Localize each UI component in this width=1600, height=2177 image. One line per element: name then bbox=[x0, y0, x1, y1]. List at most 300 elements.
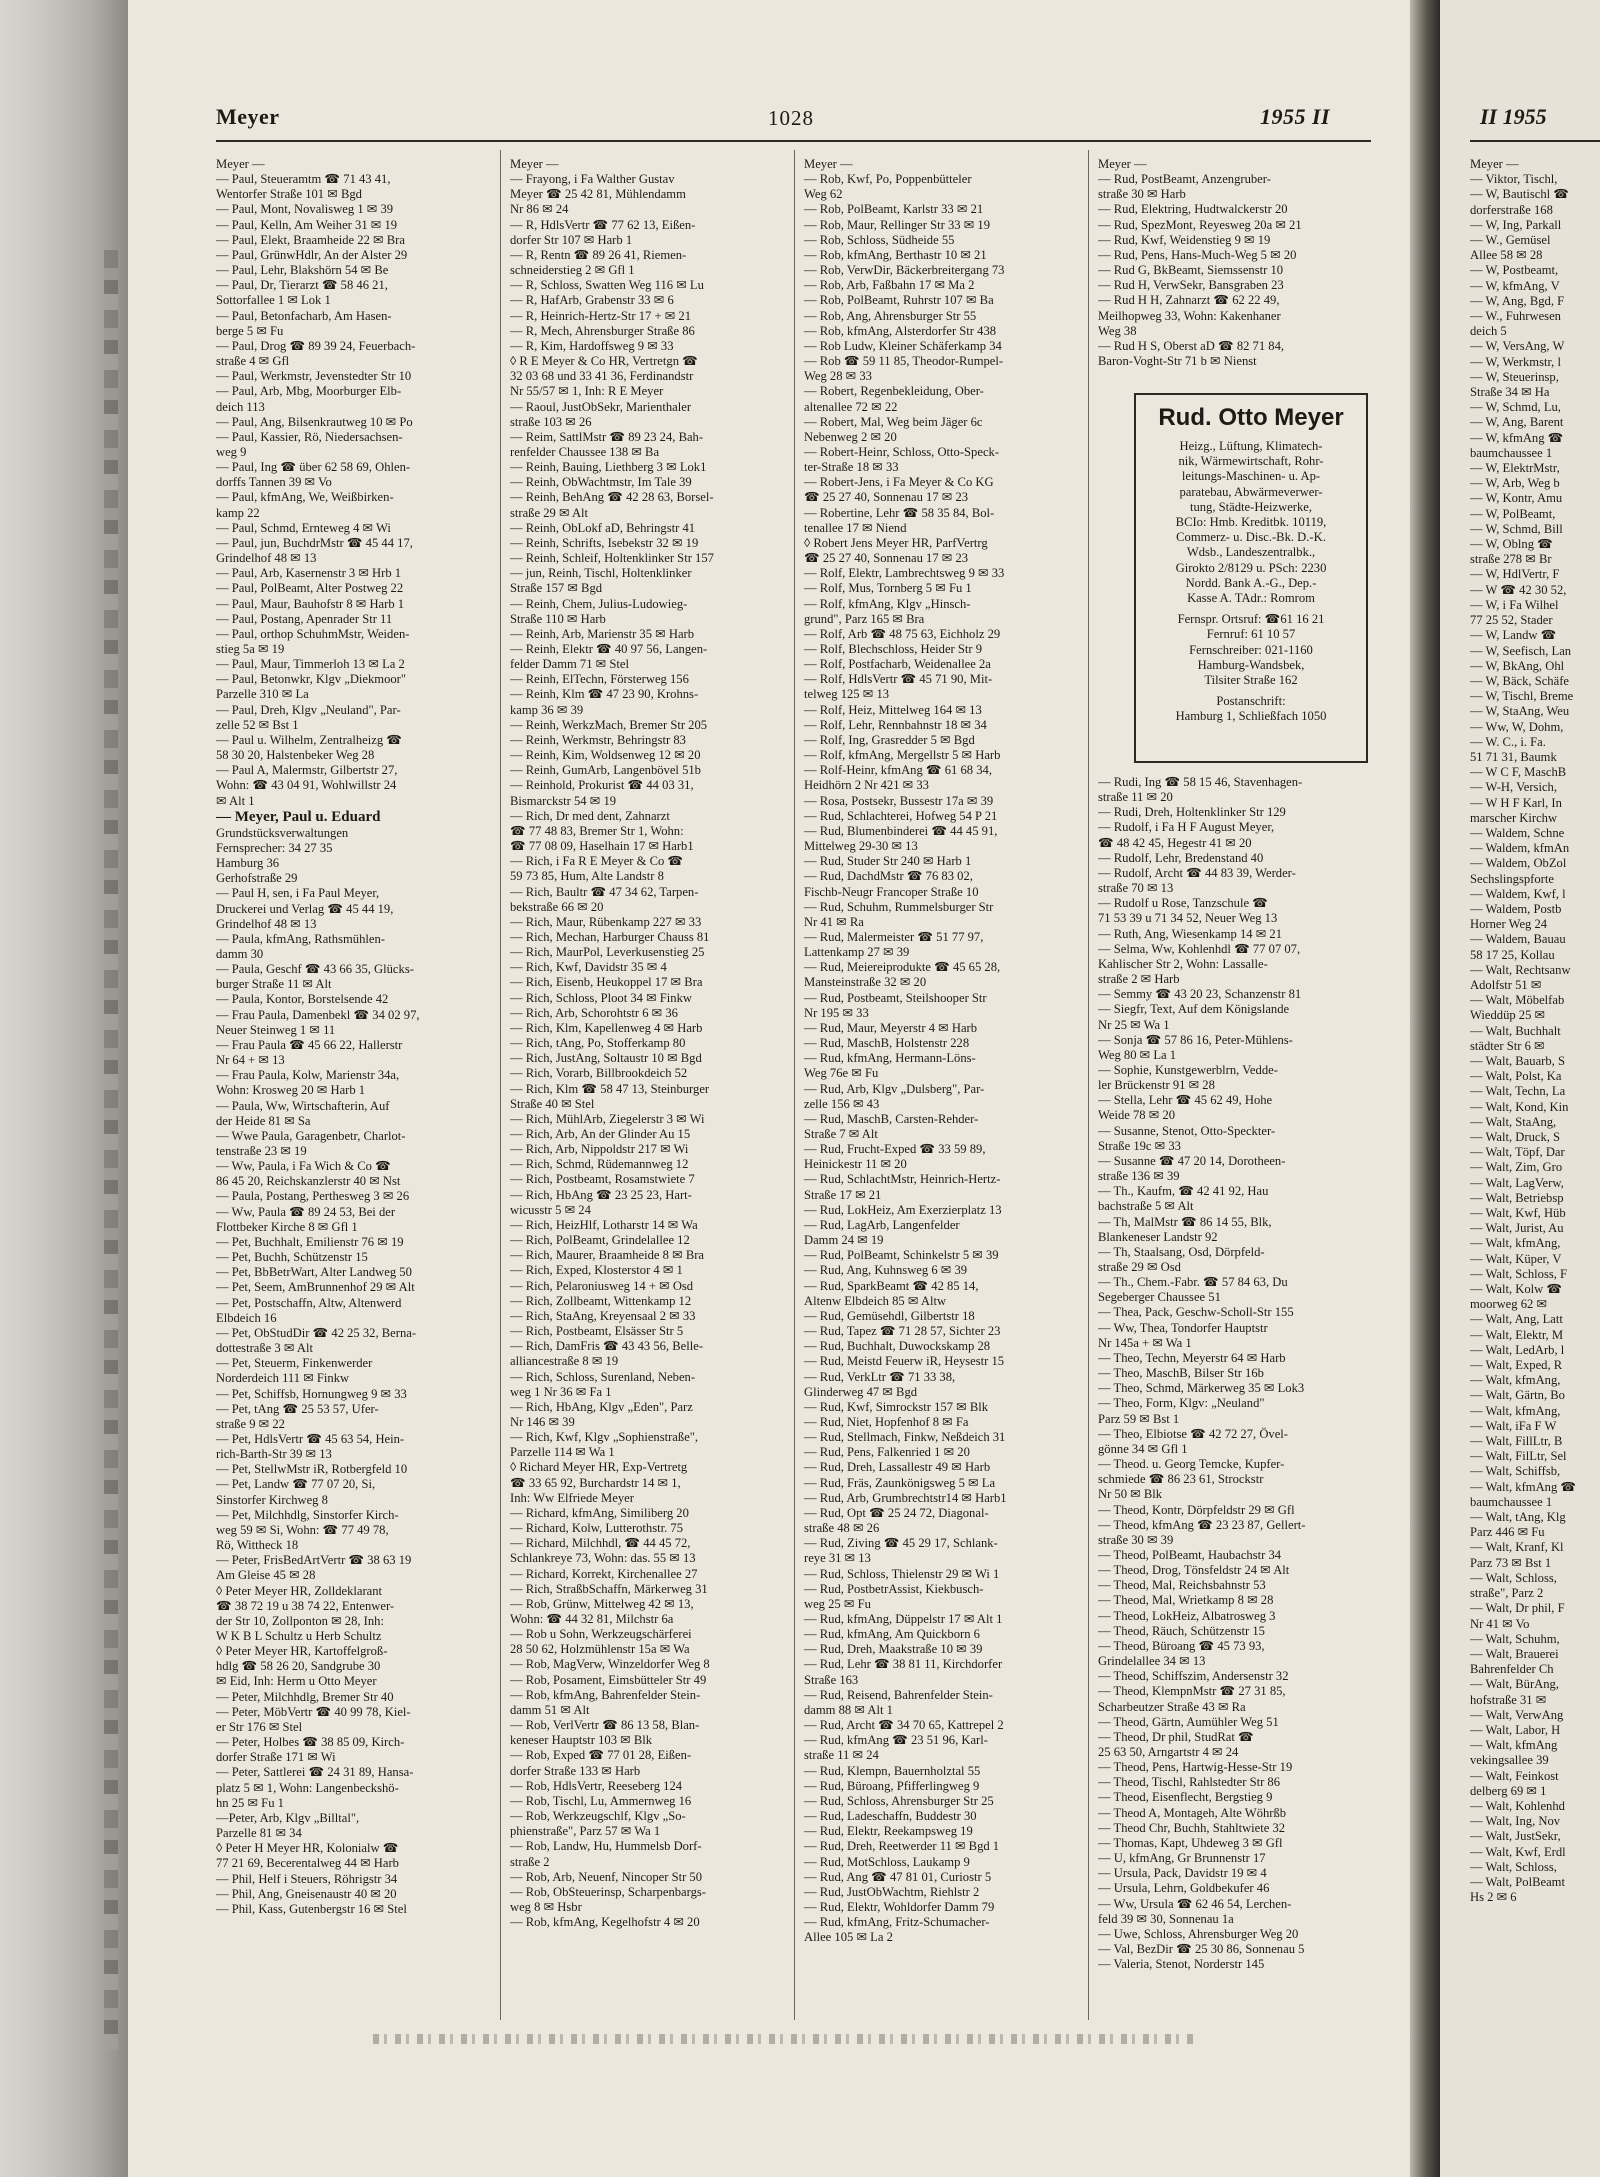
directory-entry: Meyer — bbox=[510, 157, 559, 171]
ad-contact bbox=[1146, 612, 1356, 688]
directory-entry: — Paul, PolBeamt, Alter Postweg 22 bbox=[216, 581, 404, 596]
directory-entry: rich-Barth-Str 39 ✉ 13 bbox=[216, 1447, 332, 1462]
directory-entry: — Theod, Büroang ☎ 45 73 93, bbox=[1098, 1638, 1265, 1653]
directory-entry: — Walt, tAng, Klg bbox=[1470, 1510, 1566, 1525]
directory-entry: — Paul, jun, BuchdrMstr ☎ 45 44 17, bbox=[216, 535, 413, 550]
directory-entry: 51 71 31, Baumk bbox=[1470, 749, 1557, 764]
directory-entry: — Rich, Eisenb, Heukoppel 17 ✉ Bra bbox=[510, 975, 703, 990]
directory-entry: — Valeria, Stenot, Norderstr 145 bbox=[1098, 1957, 1265, 1972]
directory-entry: Straße 7 ✉ Alt bbox=[804, 1127, 878, 1141]
directory-entry: Allee 58 ✉ 28 bbox=[1470, 248, 1543, 263]
directory-entry: — Walt, Elektr, M bbox=[1470, 1327, 1564, 1342]
directory-entry: straße 103 ✉ 26 bbox=[510, 414, 592, 429]
directory-entry: — Pet, Schiffsb, Hornungweg 9 ✉ 33 bbox=[216, 1386, 407, 1401]
directory-entry: — Rich, Vorarb, Billbrookdeich 52 bbox=[510, 1066, 688, 1081]
directory-entry: moorweg 62 ✉ bbox=[1470, 1297, 1548, 1312]
directory-entry: — Th, Staalsang, Osd, Dörpfeld- bbox=[1098, 1244, 1265, 1259]
directory-entry: Grindelallee 34 ✉ 13 bbox=[1098, 1654, 1206, 1669]
directory-entry: 86 45 20, Reichskanzlerstr 40 ✉ Nst bbox=[216, 1174, 401, 1189]
directory-entry: — Robert, Mal, Weg beim Jäger 6c bbox=[804, 414, 983, 429]
directory-entry: — Rud, Stellmach, Finkw, Neßdeich 31 bbox=[804, 1430, 1006, 1445]
directory-entry: — Walt, Gärtn, Bo bbox=[1470, 1388, 1565, 1403]
directory-entry: — Paul, Ang, Bilsenkrautweg 10 ✉ Po bbox=[216, 414, 413, 429]
directory-entry: straße 29 ✉ Alt bbox=[510, 505, 589, 520]
directory-entry: hn 25 ✉ Fu 1 bbox=[216, 1795, 284, 1810]
directory-entry: — Theod, Mal, Wrietkamp 8 ✉ 28 bbox=[1098, 1593, 1274, 1608]
directory-entry: — Paul, Kelln, Am Weiher 31 ✉ 19 bbox=[216, 217, 398, 232]
directory-entry: — Rich, HeizHlf, Lotharstr 14 ✉ Wa bbox=[510, 1217, 698, 1232]
directory-entry: — Rud, SparkBeamt ☎ 42 85 14, bbox=[804, 1278, 979, 1293]
directory-entry: — Rud, Schloss, Ahrensburger Str 25 bbox=[804, 1793, 994, 1808]
directory-entry: — Rud, kfmAng, Am Quickborn 6 bbox=[804, 1627, 980, 1642]
directory-entry: — Rob, Arb, Faßbahn 17 ✉ Ma 2 bbox=[804, 278, 975, 293]
directory-entry: — Rud, kfmAng ☎ 23 51 96, Karl- bbox=[804, 1733, 988, 1748]
directory-entry: — Walt, Kranf, Kl bbox=[1470, 1540, 1564, 1555]
directory-entry: — Sonja ☎ 57 86 16, Peter-Mühlens- bbox=[1098, 1032, 1293, 1047]
directory-entry: dorffs Tannen 39 ✉ Vo bbox=[216, 475, 332, 490]
directory-entry: — Rich, Pelaroniusweg 14 + ✉ Osd bbox=[510, 1278, 694, 1293]
column-divider bbox=[1088, 150, 1089, 2020]
directory-entry: — Paul, Arb, Mbg, Moorburger Elb- bbox=[216, 384, 402, 399]
directory-entry: — Robert-Jens, i Fa Meyer & Co KG bbox=[804, 475, 994, 490]
ad-line: Fernschreiber: 021-1160 bbox=[1189, 642, 1313, 657]
directory-entry: — Peter, Holbes ☎ 38 85 09, Kirch- bbox=[216, 1735, 405, 1750]
directory-entry: — Th, MalMstr ☎ 86 14 55, Blk, bbox=[1098, 1214, 1272, 1229]
directory-entry: — W, Ing, Parkall bbox=[1470, 217, 1562, 232]
directory-entry: — Rob u Sohn, Werkzeugschärferei bbox=[510, 1627, 692, 1642]
directory-entry: ✉ Eid, Inh: Herm u Otto Meyer bbox=[216, 1674, 377, 1689]
directory-entry: — Rud, Ziving ☎ 45 29 17, Schlank- bbox=[804, 1536, 998, 1551]
directory-entry: — Rud, Dreh, Reetwerder 11 ✉ Bgd 1 bbox=[804, 1839, 1000, 1854]
directory-entry: dorfer Straße 171 ✉ Wi bbox=[216, 1750, 336, 1765]
directory-entry: — W, i Fa Wilhel bbox=[1470, 597, 1559, 612]
directory-entry: — Rich, Schloss, Ploot 34 ✉ Finkw bbox=[510, 990, 692, 1005]
directory-entry: — Paul H, sen, i Fa Paul Meyer, bbox=[216, 886, 380, 901]
directory-entry: — Rob, VerlVertr ☎ 86 13 58, Blan- bbox=[510, 1718, 700, 1733]
print-noise bbox=[373, 2034, 1193, 2044]
directory-entry: Elbdeich 16 bbox=[216, 1310, 277, 1325]
directory-entry: — Rich, Postbeamt, Elsässer Str 5 bbox=[510, 1324, 684, 1339]
directory-entry: Nr 41 ✉ Ra bbox=[804, 914, 864, 929]
directory-entry: — jun, Reinh, Tischl, Holtenklinker bbox=[510, 566, 692, 581]
directory-entry: — Phil, Kass, Gutenbergstr 16 ✉ Stel bbox=[216, 1901, 407, 1916]
directory-entry: Mittelweg 29-30 ✉ 13 bbox=[804, 839, 918, 854]
directory-entry: — Ruth, Ang, Wiesenkamp 14 ✉ 21 bbox=[1098, 926, 1283, 941]
directory-entry: — Richard, kfmAng, Similiberg 20 bbox=[510, 1505, 689, 1520]
directory-entry: felder Damm 71 ✉ Stel bbox=[510, 657, 629, 672]
directory-entry: alliancestraße 8 ✉ 19 bbox=[510, 1354, 619, 1369]
directory-entry: — Waldem, kfmAn bbox=[1470, 841, 1570, 856]
directory-entry: — Theod, Räuch, Schützenstr 15 bbox=[1098, 1623, 1265, 1638]
directory-entry: Bahrenfelder Ch bbox=[1470, 1662, 1554, 1677]
directory-entry: — Rich, i Fa R E Meyer & Co ☎ bbox=[510, 854, 684, 869]
directory-entry: Scharbeutzer Straße 43 ✉ Ra bbox=[1098, 1699, 1246, 1714]
directory-entry: Heinickestr 11 ✉ 20 bbox=[804, 1157, 907, 1172]
directory-entry: — Rich, Arb, Schorohtstr 6 ✉ 36 bbox=[510, 1005, 678, 1020]
directory-entry: — Rud, Schloss, Thielenstr 29 ✉ Wi 1 bbox=[804, 1566, 1000, 1581]
directory-entry: — Pet, Buchh, Schützenstr 15 bbox=[216, 1250, 368, 1265]
directory-entry: — W, HdlVertr, F bbox=[1470, 567, 1560, 582]
directory-entry: — Paul, Betonfacharb, Am Hasen- bbox=[216, 308, 392, 323]
directory-entry: — Rud, Elektr, Reekampsweg 19 bbox=[804, 1824, 973, 1839]
directory-entry: — Frau Paula, Damenbekl ☎ 34 02 97, bbox=[216, 1007, 420, 1022]
directory-entry: — Rud, VerkLtr ☎ 71 33 38, bbox=[804, 1369, 956, 1384]
directory-entry: weg 8 ✉ Hsbr bbox=[510, 1899, 582, 1914]
directory-entry: — Pet, Postschaffn, Altw, Altenwerd bbox=[216, 1295, 402, 1310]
directory-entry: — Ww, W, Dohm, bbox=[1470, 719, 1564, 734]
directory-entry: grund", Parz 165 ✉ Bra bbox=[804, 611, 925, 626]
directory-entry: — Rich, Maur, Rübenkamp 227 ✉ 33 bbox=[510, 914, 702, 929]
directory-entry: Schlankreye 73, Wohn: das. 55 ✉ 13 bbox=[510, 1551, 696, 1566]
directory-entry: weg 9 bbox=[216, 444, 247, 459]
directory-entry: damm 30 bbox=[216, 946, 264, 961]
directory-entry: Nr 55/57 ✉ 1, Inh: R E Meyer bbox=[510, 384, 664, 399]
directory-entry: — Rud, Tapez ☎ 71 28 57, Sichter 23 bbox=[804, 1324, 1001, 1339]
ad-line: Kasse A. TAdr.: Romrom bbox=[1187, 591, 1315, 606]
directory-entry: — Rudi, Ing ☎ 58 15 46, Stavenhagen- bbox=[1098, 775, 1303, 789]
facing-page-column bbox=[1470, 157, 1600, 1917]
ad-line: Girokto 2/8129 u. PSch: 2230 bbox=[1175, 560, 1327, 575]
directory-entry: straße 70 ✉ 13 bbox=[1098, 881, 1174, 896]
directory-entry: — Rud, Studer Str 240 ✉ Harb 1 bbox=[804, 854, 972, 869]
directory-entry: tenallee 17 ✉ Niend bbox=[804, 520, 907, 535]
directory-entry: — Ursula, Lehrn, Goldbekufer 46 bbox=[1098, 1881, 1270, 1896]
directory-entry: kamp 36 ✉ 39 bbox=[510, 702, 584, 717]
directory-entry: — Rud, Postbeamt, Steilshooper Str bbox=[804, 990, 987, 1005]
directory-entry: — Paula, Postang, Perthesweg 3 ✉ 26 bbox=[216, 1189, 410, 1204]
directory-entry: ☎ 33 65 92, Burchardstr 14 ✉ 1, bbox=[510, 1475, 681, 1490]
directory-entry: — W, Bäck, Schäfe bbox=[1470, 673, 1569, 688]
directory-entry: — Rudi, Dreh, Holtenklinker Str 129 bbox=[1098, 805, 1286, 820]
directory-entry: telweg 125 ✉ 13 bbox=[804, 687, 890, 702]
directory-entry: — Rob, Ang, Ahrensburger Str 55 bbox=[804, 308, 977, 323]
directory-entry: — Siegfr, Text, Auf dem Königslande bbox=[1098, 1002, 1290, 1017]
directory-entry: — Rud, Buchhalt, Duwockskamp 28 bbox=[804, 1339, 991, 1354]
directory-entry: — Theod, LokHeiz, Albatrosweg 3 bbox=[1098, 1608, 1276, 1623]
directory-entry: — Reinh, Elektr ☎ 40 97 56, Langen- bbox=[510, 642, 708, 656]
directory-entry: — Rich, Schloss, Surenland, Neben- bbox=[510, 1369, 696, 1384]
directory-entry: — W, BkAng, Ohl bbox=[1470, 658, 1565, 673]
directory-entry: — Pet, Seem, AmBrunnenhof 29 ✉ Alt bbox=[216, 1280, 415, 1295]
directory-entry: — Walt, Buchhalt bbox=[1470, 1023, 1561, 1038]
directory-entry: — Wwe Paula, Garagenbetr, Charlot- bbox=[216, 1128, 406, 1143]
directory-entry: Weg 76e ✉ Fu bbox=[804, 1066, 879, 1081]
directory-entry: — Paul, Arb, Kasernenstr 3 ✉ Hrb 1 bbox=[216, 566, 402, 581]
directory-entry: 59 73 85, Hum, Alte Landstr 8 bbox=[510, 869, 664, 884]
directory-entry: — Peter, MöbVertr ☎ 40 99 78, Kiel- bbox=[216, 1704, 411, 1719]
directory-entry: — Paul A, Malermstr, Gilbertstr 27, bbox=[216, 763, 398, 778]
directory-entry: Sechslingspforte bbox=[1470, 871, 1554, 886]
directory-entry: — Sophie, Kunstgewerblrn, Vedde- bbox=[1098, 1062, 1278, 1077]
directory-entry: ler Brückenstr 91 ✉ 28 bbox=[1098, 1078, 1215, 1093]
directory-entry: — Rob, kfmAng, Bahrenfelder Stein- bbox=[510, 1687, 701, 1702]
directory-entry: — Rich, MühlArb, Ziegelerstr 3 ✉ Wi bbox=[510, 1111, 705, 1126]
directory-entry: — Rich, Postbeamt, Rosamstwiete 7 bbox=[510, 1172, 695, 1187]
directory-entry: — W, Schmd, Bill bbox=[1470, 521, 1563, 536]
directory-entry: — Rud, Klempn, Bauernholztal 55 bbox=[804, 1763, 981, 1778]
directory-entry: — Rich, Klm ☎ 58 47 13, Steinburger bbox=[510, 1081, 710, 1096]
directory-entry: — Rud, SpezMont, Reyesweg 20a ✉ 21 bbox=[1098, 217, 1302, 232]
directory-entry: — Richard, Kolw, Lutterothstr. 75 bbox=[510, 1521, 684, 1536]
ad-line: Postanschrift: bbox=[1216, 694, 1286, 709]
directory-entry: — Walt, Ing, Nov bbox=[1470, 1814, 1561, 1829]
ad-line: Hamburg 1, Schließfach 1050 bbox=[1175, 709, 1327, 724]
directory-entry: renfelder Chaussee 138 ✉ Ba bbox=[510, 444, 660, 459]
directory-entry: Weg 80 ✉ La 1 bbox=[1098, 1047, 1177, 1062]
directory-entry: — Richard, Korrekt, Kirchenallee 27 bbox=[510, 1566, 698, 1581]
directory-entry: — Rob, PolBeamt, Ruhrstr 107 ✉ Ba bbox=[804, 293, 994, 308]
directory-entry: delberg 69 ✉ 1 bbox=[1470, 1783, 1547, 1798]
directory-entry: — Rich, Exped, Klosterstor 4 ✉ 1 bbox=[510, 1263, 683, 1278]
column-divider bbox=[500, 150, 501, 2020]
directory-entry: — Waldem, Kwf, l bbox=[1470, 886, 1566, 901]
directory-entry: — Theod, KlempnMstr ☎ 27 31 85, bbox=[1098, 1684, 1286, 1699]
directory-entry: — R, Rentn ☎ 89 26 41, Riemen- bbox=[510, 247, 687, 262]
directory-entry: straße 2 bbox=[510, 1854, 550, 1869]
directory-entry: — Pet, HdlsVertr ☎ 45 63 54, Hein- bbox=[216, 1431, 405, 1446]
directory-entry: Meyer — bbox=[1470, 157, 1519, 171]
column-4-bottom bbox=[1098, 775, 1376, 2075]
directory-entry: straße 29 ✉ Osd bbox=[1098, 1260, 1181, 1274]
directory-entry: Nr 50 ✉ Blk bbox=[1098, 1487, 1163, 1502]
directory-entry: — Theo, Elbiotse ☎ 42 72 27, Övel- bbox=[1098, 1426, 1288, 1441]
directory-entry: — Rob, kfmAng, Kegelhofstr 4 ✉ 20 bbox=[510, 1915, 700, 1930]
directory-entry: gönne 34 ✉ Gfl 1 bbox=[1098, 1441, 1188, 1456]
directory-entry: — Walt, Kolw ☎ bbox=[1470, 1282, 1563, 1297]
directory-entry: — Theo, Techn, Meyerstr 64 ✉ Harb bbox=[1098, 1350, 1286, 1365]
directory-entry: — Walt, StaAng, bbox=[1470, 1114, 1557, 1129]
directory-entry: zelle 52 ✉ Bst 1 bbox=[216, 717, 299, 732]
directory-entry: — Susanne, Stenot, Otto-Speckter- bbox=[1098, 1123, 1276, 1138]
directory-entry: Glinderweg 47 ✉ Bgd bbox=[804, 1384, 918, 1399]
directory-entry: — Paul, Maur, Bauhofstr 8 ✉ Harb 1 bbox=[216, 596, 405, 611]
directory-entry: 58 30 20, Halstenbeker Weg 28 bbox=[216, 748, 375, 763]
directory-entry: — W, PolBeamt, bbox=[1470, 506, 1556, 521]
directory-entry: — Ursula, Pack, Davidstr 19 ✉ 4 bbox=[1098, 1866, 1267, 1881]
column-3 bbox=[804, 157, 1082, 2077]
directory-entry: — Rudolf u Rose, Tanzschule ☎ bbox=[1098, 896, 1268, 911]
directory-entry: — Rob ☎ 59 11 85, Theodor-Rumpel- bbox=[804, 354, 1004, 369]
directory-entry: — Rich, Klm, Kapellenweg 4 ✉ Harb bbox=[510, 1020, 703, 1035]
directory-entry: — Rolf, Mus, Tornberg 5 ✉ Fu 1 bbox=[804, 581, 972, 596]
directory-entry: — Susanne ☎ 47 20 14, Dorotheen- bbox=[1098, 1153, 1286, 1168]
directory-entry: — Rud, JustObWachtm, Riehlstr 2 bbox=[804, 1884, 980, 1899]
directory-entry: Adolfstr 51 ✉ bbox=[1470, 977, 1542, 992]
directory-entry: — Rud, Pens, Hans-Much-Weg 5 ✉ 20 bbox=[1098, 247, 1297, 262]
directory-entry: Altenw Elbdeich 85 ✉ Altw bbox=[804, 1293, 947, 1308]
directory-entry: — Rich, PolBeamt, Grindelallee 12 bbox=[510, 1233, 690, 1248]
directory-entry: — Th., Chem.-Fabr. ☎ 57 84 63, Du bbox=[1098, 1275, 1288, 1290]
directory-entry: deich 5 bbox=[1470, 324, 1507, 339]
directory-entry: — Walt, Dr phil, F bbox=[1470, 1601, 1565, 1616]
directory-entry: — Walt, Kwf, Hüb bbox=[1470, 1206, 1566, 1221]
directory-entry: — Rud H S, Oberst aD ☎ 82 71 84, bbox=[1098, 338, 1285, 353]
directory-entry: — Rud, DachdMstr ☎ 76 83 02, bbox=[804, 869, 973, 884]
ad-postal bbox=[1146, 694, 1356, 724]
directory-entry: — Walt, Schloss, F bbox=[1470, 1266, 1568, 1281]
directory-entry: platz 5 ✉ 1, Wohn: Langenbeckshö- bbox=[216, 1780, 399, 1795]
directory-entry: dorfer Str 107 ✉ Harb 1 bbox=[510, 232, 633, 247]
directory-entry: — Rob Ludw, Kleiner Schäferkamp 34 bbox=[804, 338, 1002, 353]
directory-entry: baumchaussee 1 bbox=[1470, 1494, 1553, 1509]
directory-entry: — Rud, LokHeiz, Am Exerzierplatz 13 bbox=[804, 1202, 1002, 1217]
directory-entry: — Rob, Werkzeugschlf, Klgv „So- bbox=[510, 1809, 686, 1824]
directory-entry: berge 5 ✉ Fu bbox=[216, 323, 284, 338]
directory-entry: — Walt, Kwf, Erdl bbox=[1470, 1844, 1566, 1859]
directory-entry: — Thomas, Kapt, Uhdeweg 3 ✉ Gfl bbox=[1098, 1835, 1283, 1850]
directory-entry: — Rud, PolBeamt, Schinkelstr 5 ✉ 39 bbox=[804, 1248, 999, 1263]
directory-entry: — Rob, Arb, Neuenf, Nincoper Str 50 bbox=[510, 1869, 703, 1884]
directory-entry: straße 4 ✉ Gfl bbox=[216, 354, 290, 369]
directory-entry: Damm 24 ✉ 19 bbox=[804, 1233, 884, 1248]
directory-entry: — Walt, iFa F W bbox=[1470, 1418, 1557, 1433]
directory-entry: feld 39 ✉ 30, Sonnenau 1a bbox=[1098, 1911, 1234, 1926]
directory-entry: tenstraße 23 ✉ 19 bbox=[216, 1144, 307, 1158]
directory-entry: vekingsallee 39 bbox=[1470, 1753, 1549, 1768]
directory-entry: — Rich, JustAng, Soltaustr 10 ✉ Bgd bbox=[510, 1051, 702, 1066]
directory-entry: Mansteinstraße 32 ✉ 20 bbox=[804, 975, 927, 990]
directory-entry: — Rud, SchlachtMstr, Heinrich-Hertz- bbox=[804, 1172, 1001, 1187]
directory-entry: — Walt, Küper, V bbox=[1470, 1251, 1562, 1266]
directory-entry: — Reinh, Bauing, Liethberg 3 ✉ Lok1 bbox=[510, 460, 707, 475]
directory-entry: — Rud, Kwf, Simrockstr 157 ✉ Blk bbox=[804, 1399, 989, 1414]
directory-entry: — Peter, FrisBedArtVertr ☎ 38 63 19 bbox=[216, 1553, 412, 1568]
directory-entry: — Rud, Arb, Klgv „Dulsberg", Par- bbox=[804, 1081, 985, 1096]
directory-entry: — Rud, kfmAng, Fritz-Schumacher- bbox=[804, 1915, 990, 1930]
directory-entry: Neuer Steinweg 1 ✉ 11 bbox=[216, 1022, 336, 1037]
directory-entry: — Walt, VerwAng bbox=[1470, 1707, 1564, 1722]
directory-entry: — Walt, LagVerw, bbox=[1470, 1175, 1564, 1190]
directory-entry: — W, Werkmstr, l bbox=[1470, 354, 1561, 369]
directory-entry: Weide 78 ✉ 20 bbox=[1098, 1108, 1176, 1123]
ad-line: nik, Wärmewirtschaft, Rohr- bbox=[1178, 454, 1324, 469]
directory-entry: — Rob, MagVerw, Winzeldorfer Weg 8 bbox=[510, 1657, 710, 1672]
directory-entry: — Theod A, Montageh, Alte Wöhrßb bbox=[1098, 1805, 1287, 1820]
directory-entry: — Theod, Drog, Tönsfeldstr 24 ✉ Alt bbox=[1098, 1563, 1290, 1578]
directory-entry: — Rud, Meiereiprodukte ☎ 45 65 28, bbox=[804, 960, 1001, 975]
directory-entry: — Pet, tAng ☎ 25 53 57, Ufer- bbox=[216, 1401, 379, 1416]
binding-strip bbox=[104, 250, 118, 2050]
directory-entry: — Rudolf, i Fa H F August Meyer, bbox=[1098, 820, 1275, 835]
book-binding-edge bbox=[0, 0, 128, 2177]
directory-entry: — Rud, Maur, Meyerstr 4 ✉ Harb bbox=[804, 1020, 978, 1035]
directory-entry: — W, kfmAng, V bbox=[1470, 278, 1560, 293]
directory-entry: — Rud, Elektr, Wohldorfer Damm 79 bbox=[804, 1899, 995, 1914]
directory-entry: — Rich, DamFris ☎ 43 43 56, Belle- bbox=[510, 1339, 704, 1354]
directory-entry: — Frau Paula, Kolw, Marienstr 34a, bbox=[216, 1068, 400, 1083]
directory-entry: Hs 2 ✉ 6 bbox=[1470, 1890, 1517, 1905]
directory-entry: — Rud, MaschB, Holstenstr 228 bbox=[804, 1036, 970, 1051]
directory-entry: — Waldem, ObZol bbox=[1470, 856, 1567, 871]
directory-entry: — Paul, kfmAng, We, Weißbirken- bbox=[216, 490, 394, 505]
directory-entry: — Theod Chr, Buchh, Stahltwiete 32 bbox=[1098, 1820, 1286, 1835]
directory-entry: W K B L Schultz u Herb Schultz bbox=[216, 1629, 382, 1643]
facing-header-rule bbox=[1470, 140, 1600, 142]
directory-entry: altenallee 72 ✉ 22 bbox=[804, 399, 898, 414]
directory-entry: 58 17 25, Kollau bbox=[1470, 947, 1555, 962]
directory-entry: Weg 62 bbox=[804, 187, 843, 202]
directory-entry: — Rob, VerwDir, Bäckerbreitergang 73 bbox=[804, 263, 1005, 278]
directory-entry: — Paul, Dreh, Klgv „Neuland", Par- bbox=[216, 702, 401, 717]
directory-entry: — Paul, Schmd, Ernteweg 4 ✉ Wi bbox=[216, 520, 391, 535]
directory-entry: Parz 59 ✉ Bst 1 bbox=[1098, 1411, 1180, 1426]
directory-entry: Nr 64 + ✉ 13 bbox=[216, 1053, 285, 1068]
directory-entry: — Rolf, Ing, Grasredder 5 ✉ Bgd bbox=[804, 732, 975, 747]
directory-entry: Meyer — bbox=[804, 157, 853, 171]
directory-entry: Horner Weg 24 bbox=[1470, 917, 1548, 932]
directory-entry: — Th., Kaufm, ☎ 42 41 92, Hau bbox=[1098, 1184, 1269, 1199]
directory-entry: — Rud, MaschB, Carsten-Rehder- bbox=[804, 1111, 979, 1126]
directory-entry: — Theo, Form, Klgv: „Neuland" bbox=[1098, 1396, 1265, 1411]
ad-line: paratebau, Abwärmeverwer- bbox=[1179, 484, 1323, 499]
directory-entry: — Walt, Kohlenhd bbox=[1470, 1798, 1565, 1813]
directory-entry: — Walt, FilLtr, Sel bbox=[1470, 1449, 1567, 1464]
directory-entry: — Phil, Ang, Gneisenaustr 40 ✉ 20 bbox=[216, 1886, 397, 1901]
directory-entry: straße 30 ✉ Harb bbox=[1098, 187, 1186, 202]
directory-entry: — Rich, Kwf, Klgv „Sophienstraße", bbox=[510, 1430, 699, 1445]
directory-entry: straße 2 ✉ Harb bbox=[1098, 972, 1180, 987]
directory-entry: — Pet, BbBetrWart, Alter Landweg 50 bbox=[216, 1265, 412, 1280]
directory-entry: straße 11 ✉ 24 bbox=[804, 1748, 879, 1763]
directory-entry: 28 50 62, Holzmühlenstr 15a ✉ Wa bbox=[510, 1642, 690, 1657]
directory-entry: Kahlischer Str 2, Wohn: Lassalle- bbox=[1098, 956, 1268, 971]
directory-entry: straße", Parz 2 bbox=[1470, 1586, 1544, 1601]
directory-entry: — Paul, Mont, Novalisweg 1 ✉ 39 bbox=[216, 202, 394, 217]
page-header bbox=[128, 100, 1410, 140]
directory-entry: — W-H, Versich, bbox=[1470, 780, 1557, 795]
directory-entry: — Rud, Ladeschaffn, Buddestr 30 bbox=[804, 1809, 977, 1824]
directory-entry: — Rich, Mechan, Harburger Chauss 81 bbox=[510, 929, 710, 944]
directory-entry: Weg 28 ✉ 33 bbox=[804, 369, 872, 384]
directory-entry: — Rud, Dreh, Maakstraße 10 ✉ 39 bbox=[804, 1642, 983, 1657]
directory-entry: — Rud, MotSchloss, Laukamp 9 bbox=[804, 1854, 970, 1869]
directory-entry: — Walt, JustSekr, bbox=[1470, 1829, 1561, 1844]
directory-entry: — R, Kim, Hardoffsweg 9 ✉ 33 bbox=[510, 338, 674, 353]
directory-entry: — Walt, FillLtr, B bbox=[1470, 1434, 1563, 1449]
directory-entry: — Rich, Arb, An der Glinder Au 15 bbox=[510, 1127, 691, 1141]
directory-entry: — W. C., i. Fa. bbox=[1470, 734, 1546, 749]
directory-entry: bekstraße 66 ✉ 20 bbox=[510, 899, 604, 914]
directory-entry: — Pet, Buchhalt, Emilienstr 76 ✉ 19 bbox=[216, 1234, 404, 1249]
directory-entry: — W H F Karl, In bbox=[1470, 795, 1562, 810]
directory-entry: — W, Oblng ☎ bbox=[1470, 537, 1553, 552]
directory-entry: — Rolf, Arb ☎ 48 75 63, Eichholz 29 bbox=[804, 626, 1001, 641]
directory-entry: — Rud, Ang, Kuhnsweg 6 ✉ 39 bbox=[804, 1263, 968, 1278]
directory-entry: — Walt, Kond, Kin bbox=[1470, 1099, 1569, 1114]
directory-entry: reye 31 ✉ 13 bbox=[804, 1551, 871, 1566]
directory-entry: — Ww, Paula ☎ 89 24 53, Bei der bbox=[216, 1204, 396, 1219]
directory-entry: — Paul, Dr, Tierarzt ☎ 58 46 21, bbox=[216, 278, 388, 293]
directory-entry: Straße 163 bbox=[804, 1672, 859, 1687]
directory-entry: Sinstorfer Kirchweg 8 bbox=[216, 1492, 328, 1507]
directory-entry: — Thea, Pack, Geschw-Scholl-Str 155 bbox=[1098, 1305, 1294, 1320]
directory-entry: schmiede ☎ 86 23 61, Strockstr bbox=[1098, 1472, 1264, 1487]
directory-entry: Lattenkamp 27 ✉ 39 bbox=[804, 945, 910, 960]
running-head-year: 1955 II bbox=[1260, 104, 1331, 129]
directory-entry: — Walt, Labor, H bbox=[1470, 1722, 1561, 1737]
directory-entry: — Theod, Pens, Hartwig-Hesse-Str 19 bbox=[1098, 1760, 1293, 1775]
directory-entry: Nr 25 ✉ Wa 1 bbox=[1098, 1017, 1170, 1032]
directory-entry: — Paula, Kontor, Borstelsende 42 bbox=[216, 992, 389, 1007]
directory-entry: — Robert, Regenbekleidung, Ober- bbox=[804, 384, 984, 399]
directory-entry: Druckerei und Verlag ☎ 45 44 19, bbox=[216, 901, 394, 916]
directory-entry: Am Gleise 45 ✉ 28 bbox=[216, 1568, 316, 1583]
directory-entry: — Uwe, Schloss, Ahrensburger Weg 20 bbox=[1098, 1926, 1299, 1941]
directory-entry: — Rich, MaurPol, Leverkusenstieg 25 bbox=[510, 945, 705, 960]
directory-entry: — Rud, Dreh, Lassallestr 49 ✉ Harb bbox=[804, 1460, 991, 1475]
directory-entry: — W., Fuhrwesen bbox=[1470, 309, 1561, 324]
directory-entry: — Rich, Maurer, Braamheide 8 ✉ Bra bbox=[510, 1248, 704, 1263]
